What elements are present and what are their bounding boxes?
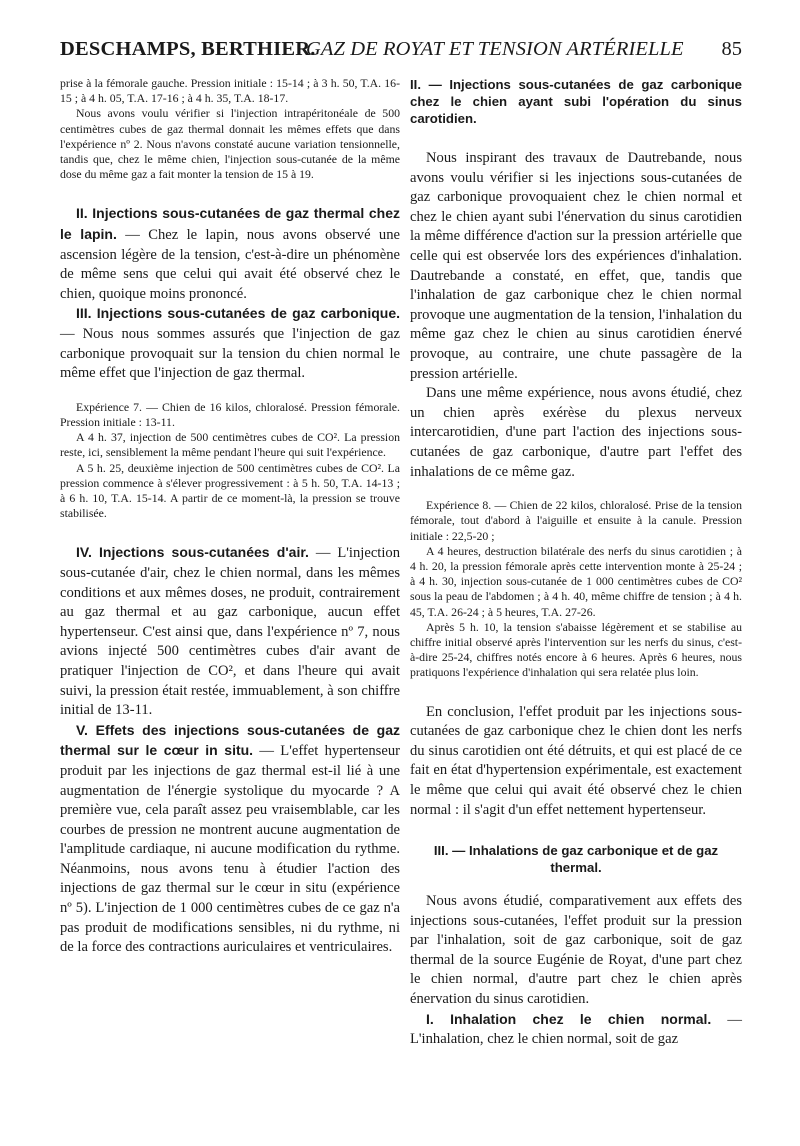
- running-header: [60, 38, 742, 68]
- section-co2-title: III. Injections sous-cutanées de gaz carbonique.: [76, 305, 400, 322]
- right-column: [410, 76, 742, 1050]
- header-title: GAZ DE ROYAT ET TENSION ARTÉRIELLE: [306, 38, 684, 60]
- experiment-7: Expérience 7. — Chien de 16 kilos, chloralosé. Pression fémorale. Pression initiale : 13-11.: [60, 399, 400, 429]
- section-III-title: III. — Inhalations de gaz carbonique et de gaz thermal.: [433, 843, 719, 876]
- left-paragraph-2: Nous avons voulu vérifier si l'injection intrapéritonéale de 500 centimètres cubes de gaz thermal donnait les mêmes effets que dans l'expérience nº 2. Nous n'avons constaté aucune variation tensionnelle, tandis que, chez le même chien, l'injection sous-cutanée de la même dose du même gaz a fait monter la tension de 15 à 19.: [60, 106, 400, 182]
- right-paragraph-1: Nous inspirant des travaux de Dautrebande, nous avons voulu vérifier si les injections sous-cutanées de gaz carbonique provoquaient chez le chien normal et chez le chien ayant subi l'énervation du sinus carotidien la même différence d'action sur la pression artérielle que celle qui est observée lors des expériences d'inhalation. Dautrebande a constaté, en effet, que, tandis que l'inhalation de gaz carbonique chez le chien normal provoque une augmentation de la tension, l'inhalation du même gaz chez le chien au sinus carotidien énervé provoque, au contraire, une chute passagère de la pression artérielle.: [410, 150, 742, 382]
- section-inhalation-normal-title: I. Inhalation chez le chien normal.: [426, 1010, 712, 1027]
- section-air: [60, 543, 400, 720]
- experiment-8-b: Après 5 h. 10, la tension s'abaisse légèrement et se stabilise au chiffre initial observé après l'intervention sur les nerfs du sinus, c'est-à-dire 25-24, chiffres notés encore à 6 heures. Après 6 heures, nous pratiquons l'expérience d'inhalation qui sera relatée plus loin.: [410, 619, 742, 680]
- section-rabbit: [60, 204, 400, 304]
- section-inhalation-normal-text: — L'inhalation, chez le chien normal, soit de gaz: [410, 1011, 742, 1048]
- right-paragraph-conclusion: En conclusion, l'effet produit par les injections sous-cutanées de gaz carbonique chez le chien dont les nerfs du sinus carotidien ont été détruits, et qui est placé de ce fait en état d'hypertension expérimentale, est exactement le même que celui qui avait été observé chez le chien normal : il s'agit d'un effet nettement hypertenseur.: [410, 703, 742, 818]
- page-number: 85: [721, 38, 742, 60]
- left-paragraph-1: prise à la fémorale gauche. Pression initiale : 15-14 ; à 3 h. 50, T.A. 16-15 ; à 4 h. 05, T.A. 17-16 ; à 4 h. 35, T.A. 18-17.: [60, 76, 400, 106]
- experiment-7-b: A 5 h. 25, deuxième injection de 500 centimètres cubes de CO². La pression commence à s'élever progressivement : à 5 h. 50, T.A. 14-13 ; à 6 h. 10, T.A. 15-14. A partir de ce moment-là, la pression se trouve stabilisée.: [60, 460, 400, 521]
- right-paragraph-4: Nous avons étudié, comparativement aux effets des injections sous-cutanées, l'effet produit sur la pression par l'inhalation, soit de gaz carbonique, soit de gaz thermal de la source Eugénie de Royat, d'une part chez le chien normal, d'autre part chez le chien après énervation du sinus carotidien.: [410, 893, 742, 1008]
- experiment-8-a: A 4 heures, destruction bilatérale des nerfs du sinus carotidien ; à 4 h. 20, la pression fémorale après cette intervention monte à 25-24 ; à 4 h. 30, injection sous-cutanée de 1 000 centimètres cubes de CO² sous la peau de l'abdomen ; à 4 h. 40, même chiffre de tension ; à 4 h. 45, T.A. 26-24 ; à 5 heures, T.A. 27-26.: [410, 543, 742, 619]
- section-heart-title: V. Effets des injections sous-cutanées de gaz thermal sur le cœur in situ.: [60, 721, 400, 759]
- section-heart: [60, 721, 400, 958]
- section-rabbit-text: — Chez le lapin, nous avons observé une ascension légère de la tension, c'est-à-dire un phénomène de même sens que celui qui avait été observé chez le chien, quoique moins prononcé.: [60, 227, 401, 302]
- section-co2: [60, 304, 400, 383]
- right-paragraph-2: Dans une même expérience, nous avons étudié, chez un chien après exérèse du plexus nerveux intercarotidien, d'une part l'action des injections sous-cutanées de gaz carbonique, d'autre part l'effet des inhalations de ce même gaz.: [410, 385, 742, 480]
- section-air-text: — L'injection sous-cutanée d'air, chez le chien normal, dans les mêmes conditions et aux mêmes doses, ne produit, contrairement au gaz thermal et au gaz carbonique, aucun effet hypertenseur. C'est ainsi que, dans l'expérience nº 7, nous avions injecté 500 centimètres cubes d'air avant de pratiquer l'injection de CO², et dans l'heure qui avait suivi, la pression était restée, immuablement, à son chiffre initial de 13-11.: [60, 545, 400, 719]
- section-air-title: IV. Injections sous-cutanées d'air.: [76, 544, 309, 561]
- section-rabbit-title: II. Injections sous-cutanées de gaz thermal chez le lapin.: [60, 205, 400, 243]
- experiment-8: Expérience 8. — Chien de 22 kilos, chloralosé. Prise de la tension fémorale, tout d'abord à l'aiguille et ensuite à la canule. Pression initiale : 22,5-20 ;: [410, 498, 742, 543]
- header-authors: DESCHAMPS, BERTHIER.: [60, 38, 316, 60]
- section-II-title: II. — Injections sous-cutanées de gaz carbonique chez le chien ayant subi l'opération du sinus carotidien.: [410, 77, 742, 126]
- experiment-7-a: A 4 h. 37, injection de 500 centimètres cubes de CO². La pression reste, ici, sensiblement la même pendant l'heure qui suit l'expérience.: [60, 430, 400, 460]
- section-inhalation-normal: [410, 1010, 742, 1050]
- section-heart-text: — L'effet hypertenseur produit par les injections de gaz thermal est-il lié à une augmentation de l'énergie systolique du myocarde ? A première vue, cela paraît assez peu vraisemblable, car les courbes de pression ne montrent aucune augmentation de l'amplitude cardiaque, ni aucune modification du rythme. Néanmoins, nous avons tenu à étudier l'action des injections de gaz thermal sur le cœur in situ (expérience nº 5). L'injection de 1 000 centimètres cubes de ce gaz n'a pas produit de modifications sensibles, ni du rythme, ni de la force des contractions auriculaires et ventriculaires.: [60, 743, 400, 956]
- left-column: [60, 76, 400, 958]
- section-co2-text: — Nous nous sommes assurés que l'injection de gaz carbonique provoquait sur la tension du chien normal le même effet que l'injection de gaz thermal.: [60, 325, 400, 382]
